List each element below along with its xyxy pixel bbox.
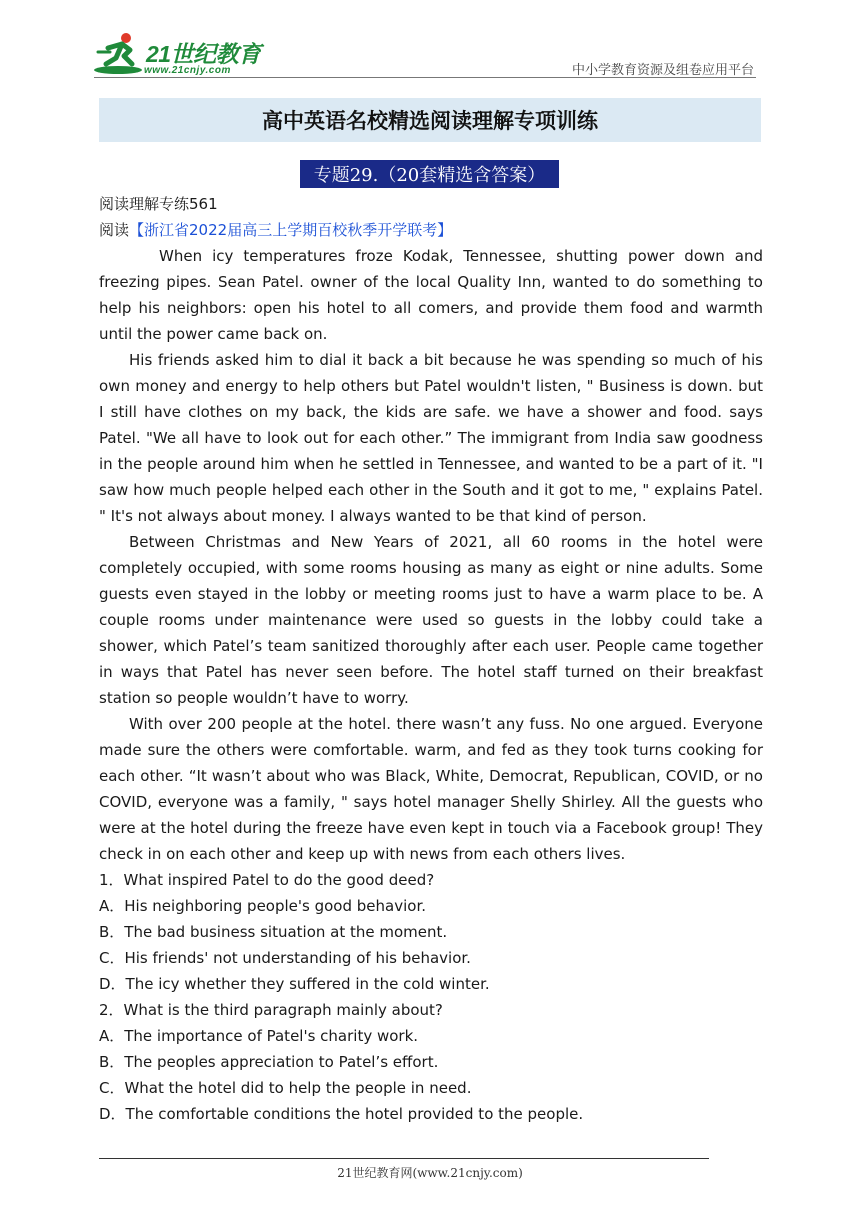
answer-option: A．The importance of Patel's charity work. xyxy=(99,1027,419,1045)
source-prefix: 阅读 xyxy=(99,221,130,239)
source-line xyxy=(99,217,763,243)
passage-paragraph: When icy temperatures froze Kodak, Tennessee, shutting power down and freezing pipes. Sean Patel. owner of the local Quality Inn, wanted to do something to help his neighbors: open his hotel to all comers, and provide them food and warmth until the power came back on. xyxy=(99,247,763,343)
platform-label: 中小学教育资源及组卷应用平台 xyxy=(571,63,754,78)
answer-option: B．The bad business situation at the moment. xyxy=(99,923,448,941)
subtitle-box xyxy=(300,160,559,188)
answer-option: A．His neighboring people's good behavior. xyxy=(99,897,426,915)
logo xyxy=(94,30,264,80)
footer-divider xyxy=(99,1158,709,1159)
answer-option: D．The comfortable conditions the hotel provided to the people. xyxy=(99,1105,584,1123)
page-subtitle: 专题29.（20套精选含答案） xyxy=(313,165,546,186)
question-stem: 2．What is the third paragraph mainly about? xyxy=(99,1001,443,1019)
page-title: 高中英语名校精选阅读理解专项训练 xyxy=(262,108,598,133)
document-body xyxy=(99,191,763,1127)
passage-paragraph: With over 200 people at the hotel. there wasn’t any fuss. No one argued. Everyone made sure the others were comfortable. warm, and fed as they took turns cooking for each other. “It wasn’t about who was Black, White, Democrat, Republican, COVID, or no COVID, everyone was a family, " says hotel manager Shelly Shirley. All the guests who were at the hotel during the freeze have even kept in touch via a Facebook group! They check in on each other and keep up with news from each others lives. xyxy=(99,715,763,863)
page-footer: 21世纪教育网(www.21cnjy.com) xyxy=(337,1166,523,1180)
header-divider xyxy=(94,77,756,78)
runner-logo-icon xyxy=(94,30,144,78)
passage-paragraph: Between Christmas and New Years of 2021, all 60 rooms in the hotel were completely occupied, with some rooms housing as many as eight or nine adults. Some guests even stayed in the lobby or meeting rooms just to have a warm place to be. A couple rooms under maintenance were used so guests in the lobby could take a shower, which Patel’s team sanitized thoroughly after each user. People came together in ways that Patel has never seen before. The hotel staff turned on their breakfast station so people wouldn’t have to worry. xyxy=(99,533,763,707)
logo-text: 21世纪教育 xyxy=(146,41,261,67)
logo-url: www.21cnjy.com xyxy=(144,65,231,76)
passage-paragraph: His friends asked him to dial it back a bit because he was spending so much of his own money and energy to help others but Patel wouldn't listen, " Business is down. but I still have clothes on my back, the kids are safe. we have a shower and food. says Patel. "We all have to look out for each other.” The immigrant from India saw goodness in the people around him when he settled in Tennessee, and wanted to be a part of it. "I saw how much people helped each other in the South and it got to me, " explains Patel. " It's not always about money. I always wanted to be that kind of person. xyxy=(99,351,763,525)
answer-option: C．What the hotel did to help the people in need. xyxy=(99,1079,472,1097)
title-band xyxy=(99,98,761,142)
question-stem: 1．What inspired Patel to do the good deed? xyxy=(99,871,435,889)
answer-option: C．His friends' not understanding of his behavior. xyxy=(99,949,471,967)
page-header xyxy=(0,0,860,90)
answer-option: D．The icy whether they suffered in the cold winter. xyxy=(99,975,490,993)
practice-label: 阅读理解专练561 xyxy=(99,195,218,213)
source-text: 【浙江省2022届高三上学期百校秋季开学联考】 xyxy=(129,221,453,239)
answer-option: B．The peoples appreciation to Patel’s effort. xyxy=(99,1053,439,1071)
